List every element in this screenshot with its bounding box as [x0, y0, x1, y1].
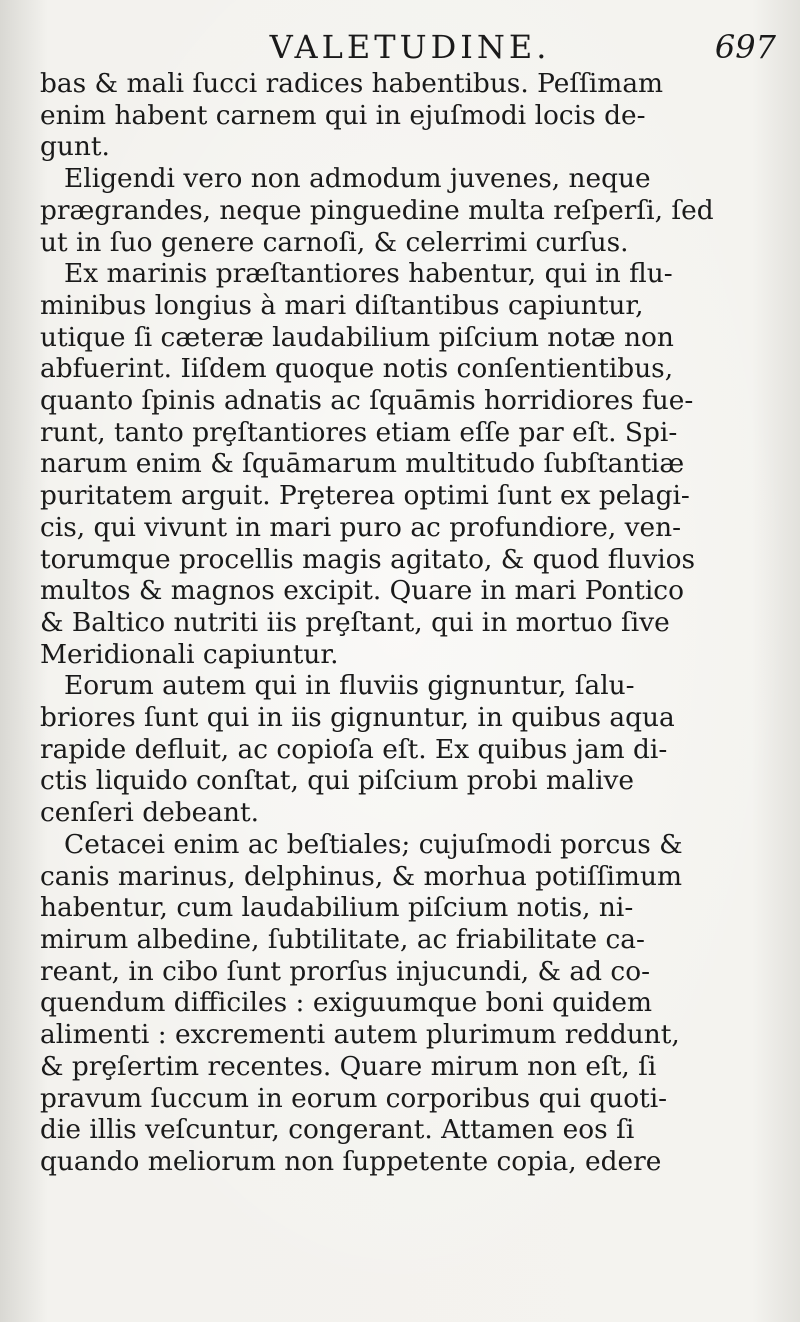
- paragraph: [40, 829, 780, 1178]
- text-line: quanto ſpinis adnatis ac ſquāmis horridiores fue-: [40, 385, 694, 417]
- text-line: Cetacei enim ac beſtiales; cujuſmodi porcus &: [64, 828, 683, 860]
- text-line: reant, in cibo ſunt prorſus injucundi, & ad co-: [40, 955, 651, 987]
- text-line: Eligendi vero non admodum juvenes, neque: [64, 163, 651, 195]
- text-line: Meridionali capiuntur.: [40, 638, 339, 670]
- paragraph: [40, 68, 780, 163]
- text-line: quendum difficiles : exiguumque boni quidem: [40, 987, 653, 1019]
- paragraph: [40, 163, 780, 258]
- text-line: cenſeri debeant.: [40, 797, 259, 829]
- text-line: rapide defluit, ac copioſa eſt. Ex quibus jam di-: [40, 733, 668, 765]
- text-line: Eorum autem qui in fluviis gignuntur, ſalu-: [64, 670, 635, 702]
- text-line: enim habent carnem qui in ejuſmodi locis de-: [40, 99, 646, 131]
- text-line: multos & magnos excipit. Quare in mari Pontico: [40, 575, 684, 607]
- text-line: mirum albedine, ſubtilitate, ac friabilitate ca-: [40, 923, 645, 955]
- text-line: gunt.: [40, 131, 110, 163]
- running-title: VALETUDINE.: [269, 28, 551, 66]
- text-line: die illis veſcuntur, congerant. Attamen eos ſi: [40, 1114, 635, 1146]
- text-line: narum enim & ſquāmarum multitudo ſubſtantiæ: [40, 448, 685, 480]
- text-line: minibus longius à mari diſtantibus capiuntur,: [40, 289, 644, 321]
- text-line: cis, qui vivunt in mari puro ac profundiore, ven-: [40, 511, 682, 543]
- text-line: torumque procellis magis agitato, & quod fluvios: [40, 543, 696, 575]
- text-line: runt, tanto prȩſtantiores etiam eſſe par eſt. Spi-: [40, 416, 678, 448]
- text-line: pravum ſuccum in eorum corporibus qui quoti-: [40, 1082, 668, 1114]
- text-line: & prȩſertim recentes. Quare mirum non eſt, ſi: [40, 1050, 657, 1082]
- text-line: ut in ſuo genere carnoſi, & celerrimi curſus.: [40, 226, 629, 258]
- page-number: 697: [714, 28, 776, 66]
- text-line: Ex marinis præſtantiores habentur, qui in flu-: [64, 258, 673, 290]
- text-line: bas & mali ſucci radices habentibus. Peſſimam: [40, 68, 664, 99]
- body-text: [40, 68, 780, 1178]
- text-line: ctis liquido conſtat, qui piſcium probi malive: [40, 765, 635, 797]
- text-line: prægrandes, neque pinguedine multa reſperſi, ſed: [40, 194, 714, 226]
- text-line: abfuerint. Iiſdem quoque notis conſentientibus,: [40, 353, 674, 385]
- text-line: habentur, cum laudabilium piſcium notis, ni-: [40, 892, 634, 924]
- page-header: [40, 26, 780, 68]
- text-line: briores ſunt qui in iis gignuntur, in quibus aqua: [40, 702, 675, 734]
- text-line: & Baltico nutriti iis prȩſtant, qui in mortuo ſive: [40, 606, 670, 638]
- paragraph: [40, 670, 780, 829]
- text-line: canis marinus, delphinus, & morhua potiſſimum: [40, 860, 682, 892]
- text-line: puritatem arguit. Prȩterea optimi ſunt ex pelagi-: [40, 480, 690, 512]
- text-line: utique ſi cæteræ laudabilium piſcium notæ non: [40, 321, 674, 353]
- paragraph: [40, 258, 780, 670]
- text-line: quando meliorum non ſuppetente copia, edere: [40, 1145, 662, 1177]
- text-line: alimenti : excrementi autem plurimum reddunt,: [40, 1019, 680, 1051]
